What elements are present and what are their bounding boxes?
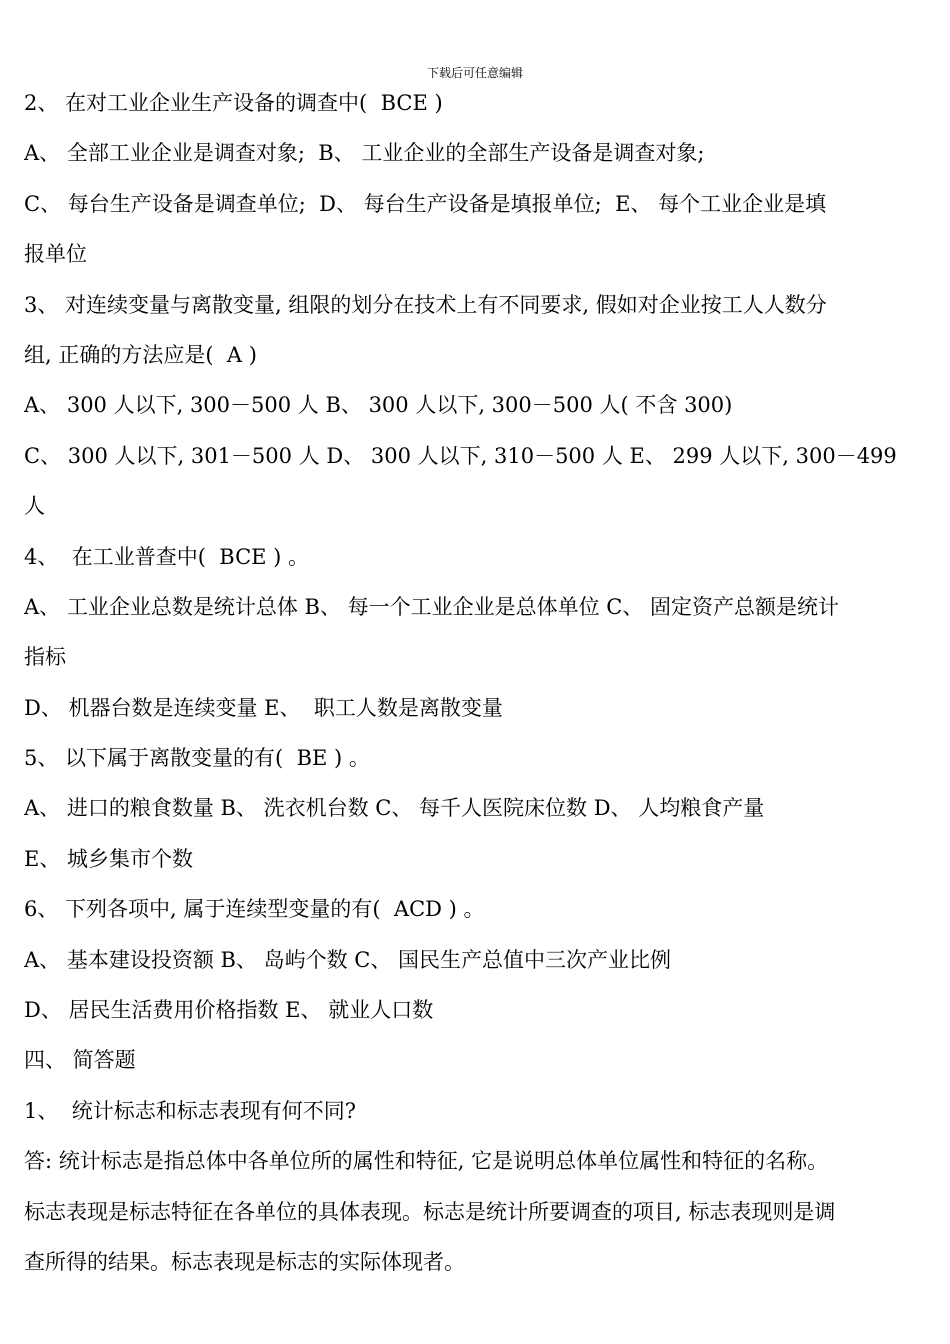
question-5-option-e: E、 城乡集市个数	[24, 846, 194, 871]
question-3-options-ab: A、 300 人以下, 300－500 人 B、 300 人以下, 300－500 人( 不含 300)	[24, 393, 733, 418]
question-4-options-cont: 指标	[24, 645, 66, 670]
question-6-options-de: D、 居民生活费用价格指数 E、 就业人口数	[24, 998, 434, 1023]
section-heading: 四、 简答题	[24, 1048, 136, 1073]
question-2-stem: 2、 在对工业企业生产设备的调查中( BCE )	[24, 91, 443, 115]
question-3-stem: 3、 对连续变量与离散变量, 组限的划分在技术上有不同要求, 假如对企业按工人人数分	[24, 292, 827, 317]
question-4-options-de: D、 机器台数是连续变量 E、 职工人数是离散变量	[24, 695, 503, 720]
question-4-options-abc: A、 工业企业总数是统计总体 B、 每一个工业企业是总体单位 C、 固定资产总额是统计	[24, 594, 840, 619]
question-6-stem: 6、 下列各项中, 属于连续型变量的有( ACD ) 。	[24, 897, 485, 922]
question-3-options-cde: C、 300 人以下, 301－500 人 D、 300 人以下, 310－500 人 E、 299 人以下, 300－499	[24, 443, 897, 468]
question-2-options-ab: A、 全部工业企业是调查对象; B、 工业企业的全部生产设备是调查对象;	[24, 141, 705, 166]
question-6-options-abc: A、 基本建设投资额 B、 岛屿个数 C、 国民生产总值中三次产业比例	[24, 947, 672, 972]
short-answer-1-answer-line-1: 答: 统计标志是指总体中各单位所的属性和特征, 它是说明总体单位属性和特征的名称。	[24, 1149, 829, 1174]
question-5-stem: 5、 以下属于离散变量的有( BE ) 。	[24, 746, 370, 771]
short-answer-1-answer-line-2: 标志表现是标志特征在各单位的具体表现。标志是统计所要调查的项目, 标志表现则是调	[24, 1199, 836, 1224]
short-answer-1-question: 1、 统计标志和标志表现有何不同?	[24, 1098, 356, 1123]
question-3-stem-cont: 组, 正确的方法应是( A )	[24, 342, 257, 367]
page-header-note: 下载后可任意编辑	[426, 66, 523, 80]
question-2-options-cont: 报单位	[24, 242, 87, 267]
question-2-options-cde: C、 每台生产设备是调查单位; D、 每台生产设备是填报单位; E、 每个工业企业是填	[24, 191, 827, 216]
short-answer-1-answer-line-3: 查所得的结果。标志表现是标志的实际体现者。	[24, 1249, 465, 1274]
question-5-options-abcd: A、 进口的粮食数量 B、 洗衣机台数 C、 每千人医院床位数 D、 人均粮食产量	[24, 796, 765, 821]
question-4-stem: 4、 在工业普查中( BCE ) 。	[24, 544, 310, 569]
document-body	[24, 78, 934, 1287]
question-3-options-cont: 人	[24, 494, 45, 519]
